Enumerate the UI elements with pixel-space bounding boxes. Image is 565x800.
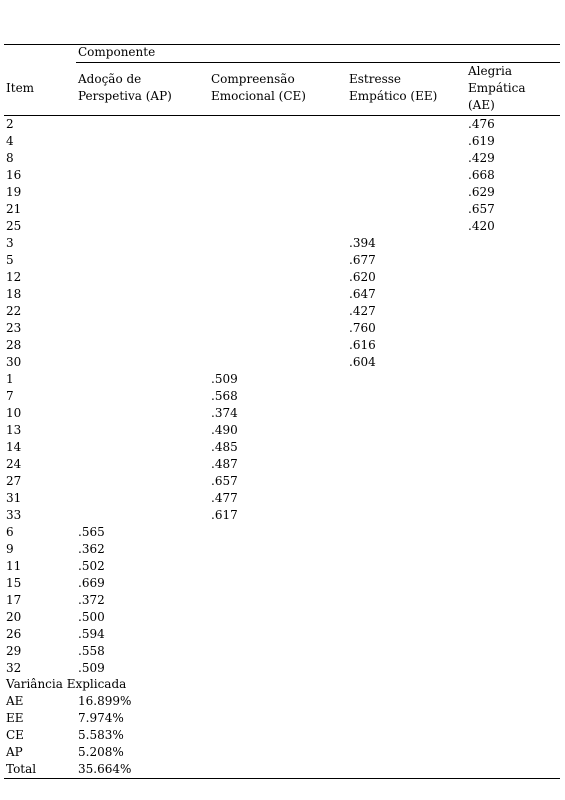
item-cell: 23 <box>6 321 22 335</box>
variance-component-cell: EE <box>6 711 24 725</box>
table-row <box>0 660 565 677</box>
loading-cell-ee: .394 <box>349 236 376 250</box>
loading-cell-ee: .760 <box>349 321 376 335</box>
loading-cell-ae: .629 <box>468 185 495 199</box>
item-cell: 33 <box>6 508 22 522</box>
table-row <box>0 558 565 575</box>
table-row <box>0 592 565 609</box>
variance-component-cell: AP <box>6 745 23 759</box>
loading-cell-ap: .362 <box>78 542 105 556</box>
variance-value-cell: 7.974% <box>78 711 124 725</box>
item-cell: 19 <box>6 185 22 199</box>
loading-cell-ae: .619 <box>468 134 495 148</box>
loading-cell-ee: .616 <box>349 338 376 352</box>
table-row <box>0 286 565 303</box>
variance-component-cell: AE <box>6 694 24 708</box>
loading-cell-ae: .668 <box>468 168 495 182</box>
table-row <box>0 167 565 184</box>
variance-row <box>0 693 565 710</box>
table-row <box>0 201 565 218</box>
group-header-label: Componente <box>78 45 156 59</box>
table-row <box>0 235 565 252</box>
loading-cell-ap: .669 <box>78 576 105 590</box>
column-header-ce: Compreensão Emocional (CE) <box>211 72 306 103</box>
item-cell: 27 <box>6 474 22 488</box>
table-row <box>0 507 565 524</box>
variance-row <box>0 710 565 727</box>
loading-cell-ce: .490 <box>211 423 238 437</box>
table-row <box>0 609 565 626</box>
item-cell: 25 <box>6 219 22 233</box>
variance-row <box>0 744 565 761</box>
loading-cell-ap: .372 <box>78 593 105 607</box>
loading-cell-ae: .420 <box>468 219 495 233</box>
variance-value-cell: 5.583% <box>78 728 124 742</box>
item-cell: 15 <box>6 576 22 590</box>
table-row <box>0 473 565 490</box>
item-column-header: Item <box>6 81 35 95</box>
variance-row <box>0 761 565 778</box>
loading-cell-ce: .477 <box>211 491 238 505</box>
loading-cell-ap: .565 <box>78 525 105 539</box>
item-cell: 16 <box>6 168 22 182</box>
loading-cell-ap: .594 <box>78 627 105 641</box>
table-row <box>0 643 565 660</box>
column-header-ae: Alegria Empática (AE) <box>468 64 526 112</box>
loading-cell-ce: .568 <box>211 389 238 403</box>
item-cell: 12 <box>6 270 22 284</box>
variance-row <box>0 727 565 744</box>
loading-cell-ce: .617 <box>211 508 238 522</box>
item-cell: 2 <box>6 117 14 131</box>
loading-cell-ap: .509 <box>78 661 105 675</box>
loading-cell-ap: .502 <box>78 559 105 573</box>
table-row <box>0 337 565 354</box>
item-cell: 29 <box>6 644 22 658</box>
loading-cell-ee: .427 <box>349 304 376 318</box>
variance-section-label: Variância Explicada <box>6 677 127 691</box>
item-cell: 11 <box>6 559 22 573</box>
item-cell: 4 <box>6 134 14 148</box>
loading-cell-ce: .509 <box>211 372 238 386</box>
variance-component-cell: CE <box>6 728 24 742</box>
table-row <box>0 371 565 388</box>
table-row <box>0 252 565 269</box>
item-cell: 1 <box>6 372 14 386</box>
item-cell: 14 <box>6 440 22 454</box>
table-row <box>0 490 565 507</box>
loading-cell-ee: .677 <box>349 253 376 267</box>
loading-cell-ap: .500 <box>78 610 105 624</box>
loading-cell-ae: .429 <box>468 151 495 165</box>
item-cell: 21 <box>6 202 22 216</box>
loading-cell-ee: .647 <box>349 287 376 301</box>
item-cell: 9 <box>6 542 14 556</box>
table-row <box>0 133 565 150</box>
table-row <box>0 439 565 456</box>
table-row <box>0 626 565 643</box>
item-cell: 7 <box>6 389 14 403</box>
variance-component-cell: Total <box>6 762 37 776</box>
table-row <box>0 150 565 167</box>
variance-value-cell: 16.899% <box>78 694 132 708</box>
table-row <box>0 541 565 558</box>
table-row <box>0 269 565 286</box>
table-row <box>0 354 565 371</box>
item-cell: 6 <box>6 525 14 539</box>
item-cell: 8 <box>6 151 14 165</box>
variance-value-cell: 35.664% <box>78 762 132 776</box>
column-header-ee: Estresse Empático (EE) <box>349 72 438 103</box>
loading-cell-ce: .657 <box>211 474 238 488</box>
loading-cell-ce: .485 <box>211 440 238 454</box>
table-row <box>0 320 565 337</box>
table-bottom-rule <box>4 778 560 779</box>
variance-value-cell: 5.208% <box>78 745 124 759</box>
item-cell: 13 <box>6 423 22 437</box>
loading-cell-ap: .558 <box>78 644 105 658</box>
table-row <box>0 575 565 592</box>
table-row <box>0 456 565 473</box>
table-row <box>0 218 565 235</box>
loading-cell-ce: .374 <box>211 406 238 420</box>
item-cell: 22 <box>6 304 22 318</box>
item-cell: 18 <box>6 287 22 301</box>
loading-cell-ce: .487 <box>211 457 238 471</box>
loading-cell-ae: .657 <box>468 202 495 216</box>
item-cell: 10 <box>6 406 22 420</box>
item-cell: 3 <box>6 236 14 250</box>
table-row <box>0 116 565 133</box>
item-cell: 24 <box>6 457 22 471</box>
table-row <box>0 388 565 405</box>
item-cell: 26 <box>6 627 22 641</box>
table-row <box>0 405 565 422</box>
item-cell: 20 <box>6 610 22 624</box>
item-cell: 31 <box>6 491 22 505</box>
item-cell: 28 <box>6 338 22 352</box>
table-row <box>0 303 565 320</box>
item-cell: 32 <box>6 661 22 675</box>
table-row <box>0 524 565 541</box>
loading-cell-ae: .476 <box>468 117 495 131</box>
item-cell: 17 <box>6 593 22 607</box>
item-cell: 5 <box>6 253 14 267</box>
table-row <box>0 184 565 201</box>
loading-cell-ee: .620 <box>349 270 376 284</box>
loading-cell-ee: .604 <box>349 355 376 369</box>
item-cell: 30 <box>6 355 22 369</box>
table-row <box>0 422 565 439</box>
column-header-ap: Adoção de Perspetiva (AP) <box>78 72 172 103</box>
